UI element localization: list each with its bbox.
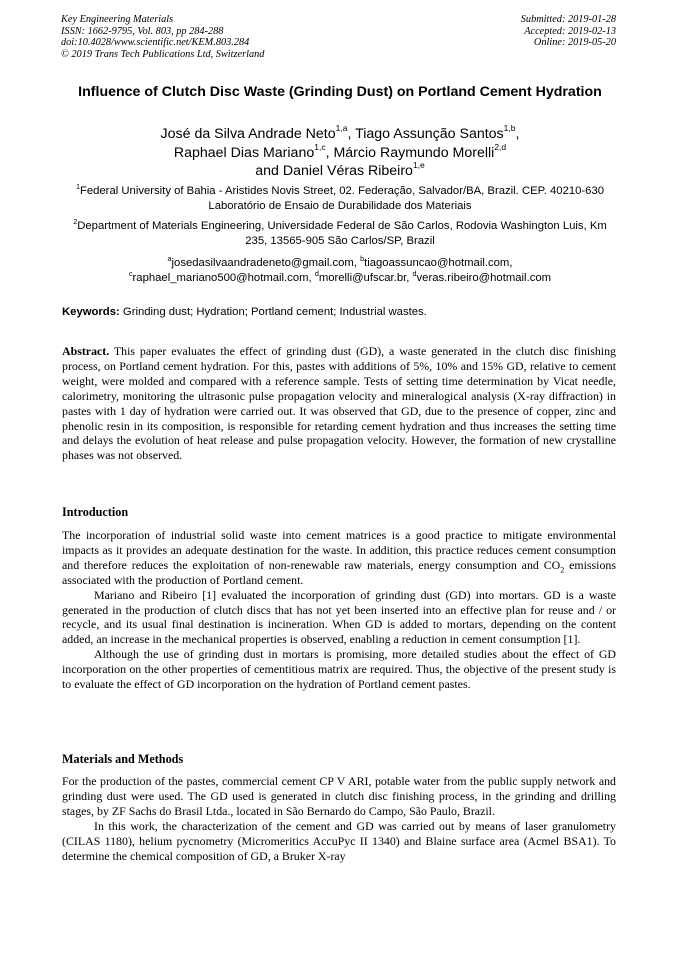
keywords bbox=[62, 305, 618, 320]
publication-dates bbox=[521, 14, 616, 49]
accepted-date: Accepted: 2019-02-13 bbox=[524, 25, 616, 37]
journal-name: Key Engineering Materials bbox=[61, 14, 174, 25]
paragraph bbox=[62, 528, 616, 588]
abstract bbox=[62, 344, 616, 463]
email-link[interactable]: raphael_mariano500@hotmail.com, bbox=[132, 272, 312, 285]
email-link[interactable]: veras.ribeiro@hotmail.com bbox=[416, 272, 552, 285]
author-conjunction: and bbox=[255, 163, 279, 180]
author-affiliation-mark: 1,a bbox=[335, 123, 348, 134]
paragraph: Mariano and Ribeiro [1] evaluated the incorporation of grinding dust (GD) into mortars. GD is a waste generated in the production of clutch discs that has not yet been inserted into an effective plan for reuse and / or recycle, and its usual final destination is incineration. When GD is added to mortars, depending on the content added, an increase in the mechanical properties is observed, enabling a reduction in cement consumption [1]. bbox=[62, 587, 616, 647]
author-affiliation-mark: 1,e bbox=[412, 160, 425, 171]
journal-info bbox=[61, 14, 264, 60]
online-date: Online: 2019-05-20 bbox=[533, 37, 616, 49]
affiliation-mark: 2 bbox=[73, 217, 78, 227]
author-name: Daniel Véras Ribeiro bbox=[282, 163, 413, 180]
author-affiliation-mark: 2,d bbox=[494, 141, 507, 152]
paragraph: Although the use of grinding dust in mortars is promising, more detailed studies about the effect of GD incorporation on the other properties of cementitious matrix are required. Thus, the objective of the present study is to evaluate the effect of GD incorporation on the hydration of Portland cement pastes. bbox=[62, 647, 616, 692]
affiliation-2 bbox=[62, 219, 618, 250]
section-heading-methods: Materials and Methods bbox=[62, 752, 184, 766]
email-mark: c bbox=[128, 269, 133, 279]
keywords-text: Grinding dust; Hydration; Portland cement; Industrial wastes. bbox=[122, 306, 427, 318]
author-name: Tiago Assunção Santos bbox=[355, 126, 504, 142]
affiliation-mark: 1 bbox=[75, 182, 80, 192]
paragraph-text: The incorporation of industrial solid waste into cement matrices is a good practice to mitigate environmental impacts as it provides an adequate destination for the waste. In addition, this practice reduces cement consumption and therefore reduces the exploitation of non-renewable raw materials, energy consumption and CO bbox=[62, 528, 616, 572]
email-mark: d bbox=[314, 269, 319, 279]
submitted-date: Submitted: 2019-01-28 bbox=[520, 14, 616, 25]
copyright: © 2019 Trans Tech Publications Ltd, Switzerland bbox=[61, 48, 265, 60]
section-heading-introduction: Introduction bbox=[62, 505, 129, 519]
email-mark: b bbox=[360, 254, 365, 264]
paragraph: In this work, the characterization of the cement and GD was carried out by means of laser granulometry (CILAS 1180), helium pycnometry (Micromeritics AccuPyc II 1340) and Blaine surface area (Acmel BSA1). To determine the chemical composition of GD, a Bruker X-ray bbox=[62, 818, 616, 863]
author-emails bbox=[62, 256, 618, 286]
keywords-label: Keywords: bbox=[62, 306, 120, 318]
paragraph-text: emissions associated with the production of Portland cement. bbox=[62, 557, 616, 587]
paper-title: Influence of Clutch Disc Waste (Grinding Dust) on Portland Cement Hydration bbox=[78, 84, 602, 100]
author-name: Márcio Raymundo Morelli bbox=[333, 144, 495, 161]
methods-section bbox=[62, 774, 616, 863]
email-link[interactable]: josedasilvaandradeneto@gmail.com, bbox=[171, 257, 357, 269]
email-mark: d bbox=[412, 269, 417, 279]
author-name: José da Silva Andrade Neto bbox=[160, 126, 336, 142]
issn: ISSN: 1662-9795, Vol. 803, pp 284-288 bbox=[61, 25, 224, 37]
affiliation-1 bbox=[62, 184, 618, 215]
introduction-section bbox=[62, 528, 616, 692]
doi: doi:10.4028/www.scientific.net/KEM.803.284 bbox=[61, 37, 250, 49]
author-affiliation-mark: 1,c bbox=[314, 141, 326, 152]
paragraph: For the production of the pastes, commercial cement CP V ARI, potable water from the public supply network and grinding dust were used. The GD used is generated in clutch disc finishing process, in the grinding and drilling stages, by ZF Sachs do Brasil Ltda., located in São Bernardo do Campo, São Paulo, Brazil. bbox=[62, 774, 616, 818]
email-link[interactable]: tiagoassuncao@hotmail.com, bbox=[364, 257, 513, 269]
email-link[interactable]: morelli@ufscar.br, bbox=[318, 272, 410, 285]
affiliation-text: Department of Materials Engineering, Universidade Federal de São Carlos, Rodovia Washington Luis, Km 235, 13565-905 São Carlos/SP, Brazil bbox=[77, 220, 607, 248]
abstract-text: This paper evaluates the effect of grinding dust (GD), a waste generated in the clutch disc finishing process, on Portland cement hydration. For this, pastes with additions of 5%, 10% and 15% GD, relative to cement weight, were molded and compared with a reference sample. Tests of setting time determination by Vicat needle, calorimetry, monitoring the ultrasonic pulse propagation velocity and mineralogical analysis (X-ray diffraction) in pastes with 1 day of hydration were carried out. It was observed that GD, due to the presence of copper, zinc and phenolic resin in its composition, is responsible for retarding cement hydration and thus increases the setting time and delays the evolution of heat release and pulse propagation velocity. However, the formation of new crystalline phases was not observed. bbox=[62, 344, 616, 463]
author-list: José da Silva Andrade Neto$^{1,a}$, Tiago Assunção Santos$^{1,b}$, Raphael Dias Mariano$^{1,c}$, Márcio Raymundo Morelli$^{2,d}$ and Daniel Véras Ribeiro$^{1,e}$ bbox=[160, 123, 520, 180]
abstract-label: Abstract. bbox=[62, 344, 110, 358]
email-mark: a bbox=[167, 254, 172, 264]
author-name: Raphael Dias Mariano bbox=[173, 144, 315, 161]
subscript: 2 bbox=[560, 565, 565, 575]
author-affiliation-mark: 1,b bbox=[503, 123, 516, 134]
affiliation-text: Federal University of Bahia - Aristides Novis Street, 02. Federação, Salvador/BA, Brazil. CEP. 40210-630 Laboratório de Ensaio de Durabilidade dos Materiais bbox=[79, 185, 605, 213]
